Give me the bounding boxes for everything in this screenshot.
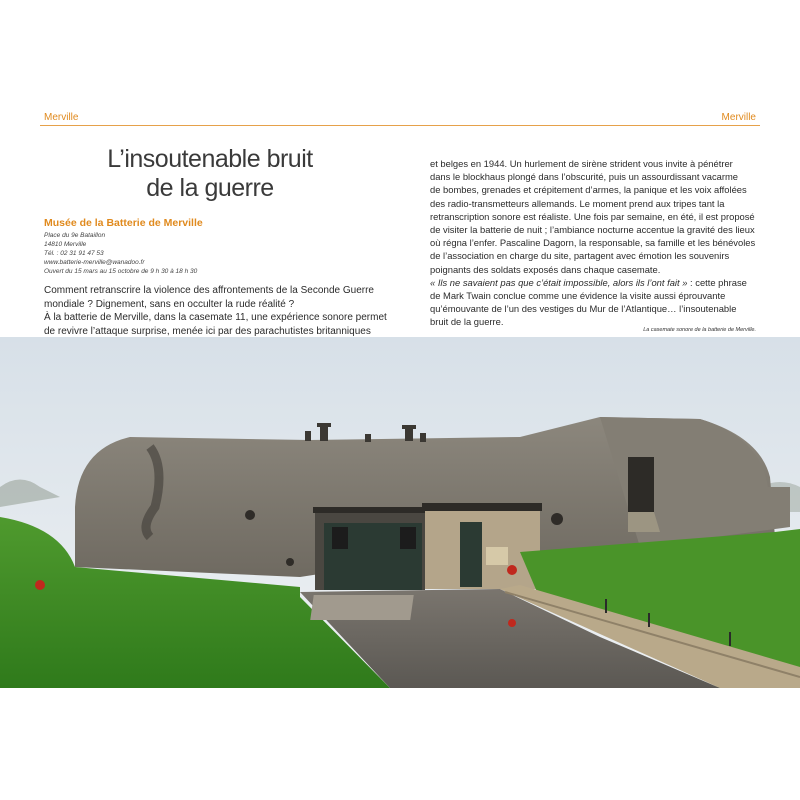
running-head-left: Merville [44,112,79,123]
article-title [96,145,324,203]
body-line: de l’association en charge du site, partagent avec émotion les souvenirs [430,250,730,262]
museum-hours: Ouvert du 15 mars au 15 octobre de 9 h 30 à 18 h 30 [44,268,198,275]
body-line: poignants des soldats exposés dans chaque casemate. [430,263,661,275]
body-line: qu’émouvante de l’un des vestiges du Mur de l’Atlantique… l’insoutenable [430,303,737,315]
museum-name: Musée de la Batterie de Merville [44,217,203,229]
body-line: mondiale ? Dignement, sans en occulter la rude réalité ? [44,298,295,310]
running-head-right: Merville [721,112,756,123]
body-line: et belges en 1944. Un hurlement de sirène strident vous invite à pénétrer [430,158,733,169]
body-line: bruit de la guerre. [430,316,504,328]
header-rule [40,125,760,126]
body-line: où régna l’enfer. Pascaline Dagorn, la responsable, sa famille et les bénévoles [430,237,756,249]
body-line: À la batterie de Merville, dans la casemate 11, une expérience sonore permet [44,312,387,323]
quote-text: « Ils ne savaient pas que c’était impossible, alors ils l’ont fait » [430,276,688,288]
museum-phone: Tél. : 02 31 91 47 53 [44,250,104,257]
museum-email: www.batterie-merville@wanadoo.fr [44,259,145,266]
photo-caption: La casemate sonore de la batterie de Merville. [643,327,756,333]
body-line: Comment retranscrire la violence des affrontements de la Seconde Guerre [44,285,374,296]
museum-address: Place du 9e Bataillon [44,232,106,239]
museum-postcode: 14810 Merville [44,241,87,248]
body-line: des radio-transmetteurs allemands. Le moment prend aux tripes tant la [430,197,725,209]
museum-info [44,217,344,276]
body-line: de visiter la batterie de nuit ; l’ambiance nocturne accentue la gravité des lieux [430,224,755,236]
title-line-1: L’insoutenable bruit [107,145,313,173]
quote-line [430,276,765,289]
body-line: dans le blockhaus plongé dans l’obscurité, puis un assourdissant vacarme [430,171,738,183]
quote-rest: : cette phrase [687,276,747,288]
bunker-photo [0,337,800,688]
body-column-1 [44,284,387,338]
body-line: retranscription sonore est réaliste. Une fois par semaine, en été, il est proposé [430,210,755,222]
body-line: de Mark Twain conclue comme une évidence la visite aussi éprouvante [430,290,726,302]
body-column-2 [430,157,765,329]
body-line: de revivre l’attaque surprise, menée ici par des parachutistes britanniques [44,325,371,337]
body-line: de bombes, grenades et crépitement d’armes, la panique et les voix affolées [430,184,747,196]
title-line-2: de la guerre [146,174,274,202]
